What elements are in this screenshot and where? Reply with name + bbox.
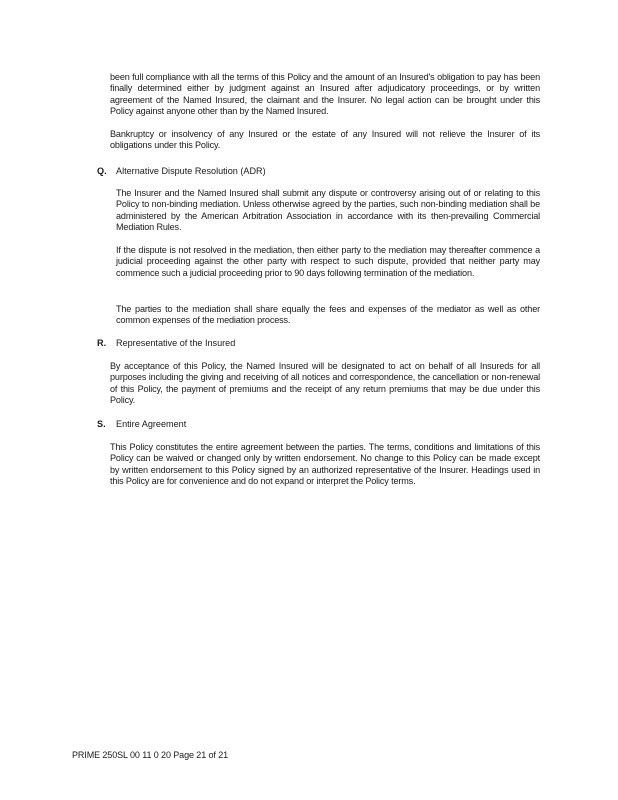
section-q-title: Alternative Dispute Resolution (ADR)	[116, 166, 266, 176]
intro-paragraph-2: Bankruptcy or insolvency of any Insured or the estate of any Insured will not relieve the Insurer of its obligations under this Policy.	[110, 129, 540, 151]
section-q-paragraph-1: The Insurer and the Named Insured shall submit any dispute or controversy arising out of or relating to this Policy to non-binding mediation. Unless otherwise agreed by the parties, such non-binding mediation shall be administered by the American Arbitration Association in accordance with its then-prevailing Commercial Mediation Rules.	[116, 188, 540, 233]
intro-paragraph-1: been full compliance with all the terms of this Policy and the amount of an Insured's obligation to pay has been finally determined either by judgment against an Insured after adjudicatory proceedings, or by written agreement of the Named Insured, the claimant and the Insurer. No legal action can be brought under this Policy against anyone other than by the Named Insured.	[110, 72, 540, 117]
section-s-letter: S.	[97, 419, 106, 429]
section-q-letter: Q.	[97, 166, 107, 176]
section-r-paragraph-1: By acceptance of this Policy, the Named Insured will be designated to act on behalf of all Insureds for all purposes including the giving and receiving of all notices and correspondence, the cancellation or non-renewal of this Policy, the payment of premiums and the receipt of any return premiums that may be due under this Policy.	[110, 361, 540, 406]
section-q-paragraph-2: If the dispute is not resolved in the mediation, then either party to the mediation may thereafter commence a judicial proceeding against the other party with respect to such dispute, provided that neither party may commence such a judicial proceeding prior to 90 days following termination of the mediation.	[116, 245, 540, 278]
page-footer: PRIME 250SL 00 11 0 20 Page 21 of 21	[72, 750, 229, 760]
section-q-paragraph-3: The parties to the mediation shall share equally the fees and expenses of the mediator as well as other common expenses of the mediation process.	[116, 304, 540, 326]
section-r-letter: R.	[97, 338, 107, 348]
section-s-paragraph-1: This Policy constitutes the entire agreement between the parties. The terms, conditions and limitations of this Policy can be waived or changed only by written endorsement. No change to this Policy can be made except by written endorsement to this Policy signed by an authorized representative of the Insurer. Headings used in this Policy are for convenience and do not expand or interpret the Policy terms.	[110, 442, 540, 487]
section-s-title: Entire Agreement	[116, 419, 187, 429]
section-r-title: Representative of the Insured	[116, 338, 236, 348]
